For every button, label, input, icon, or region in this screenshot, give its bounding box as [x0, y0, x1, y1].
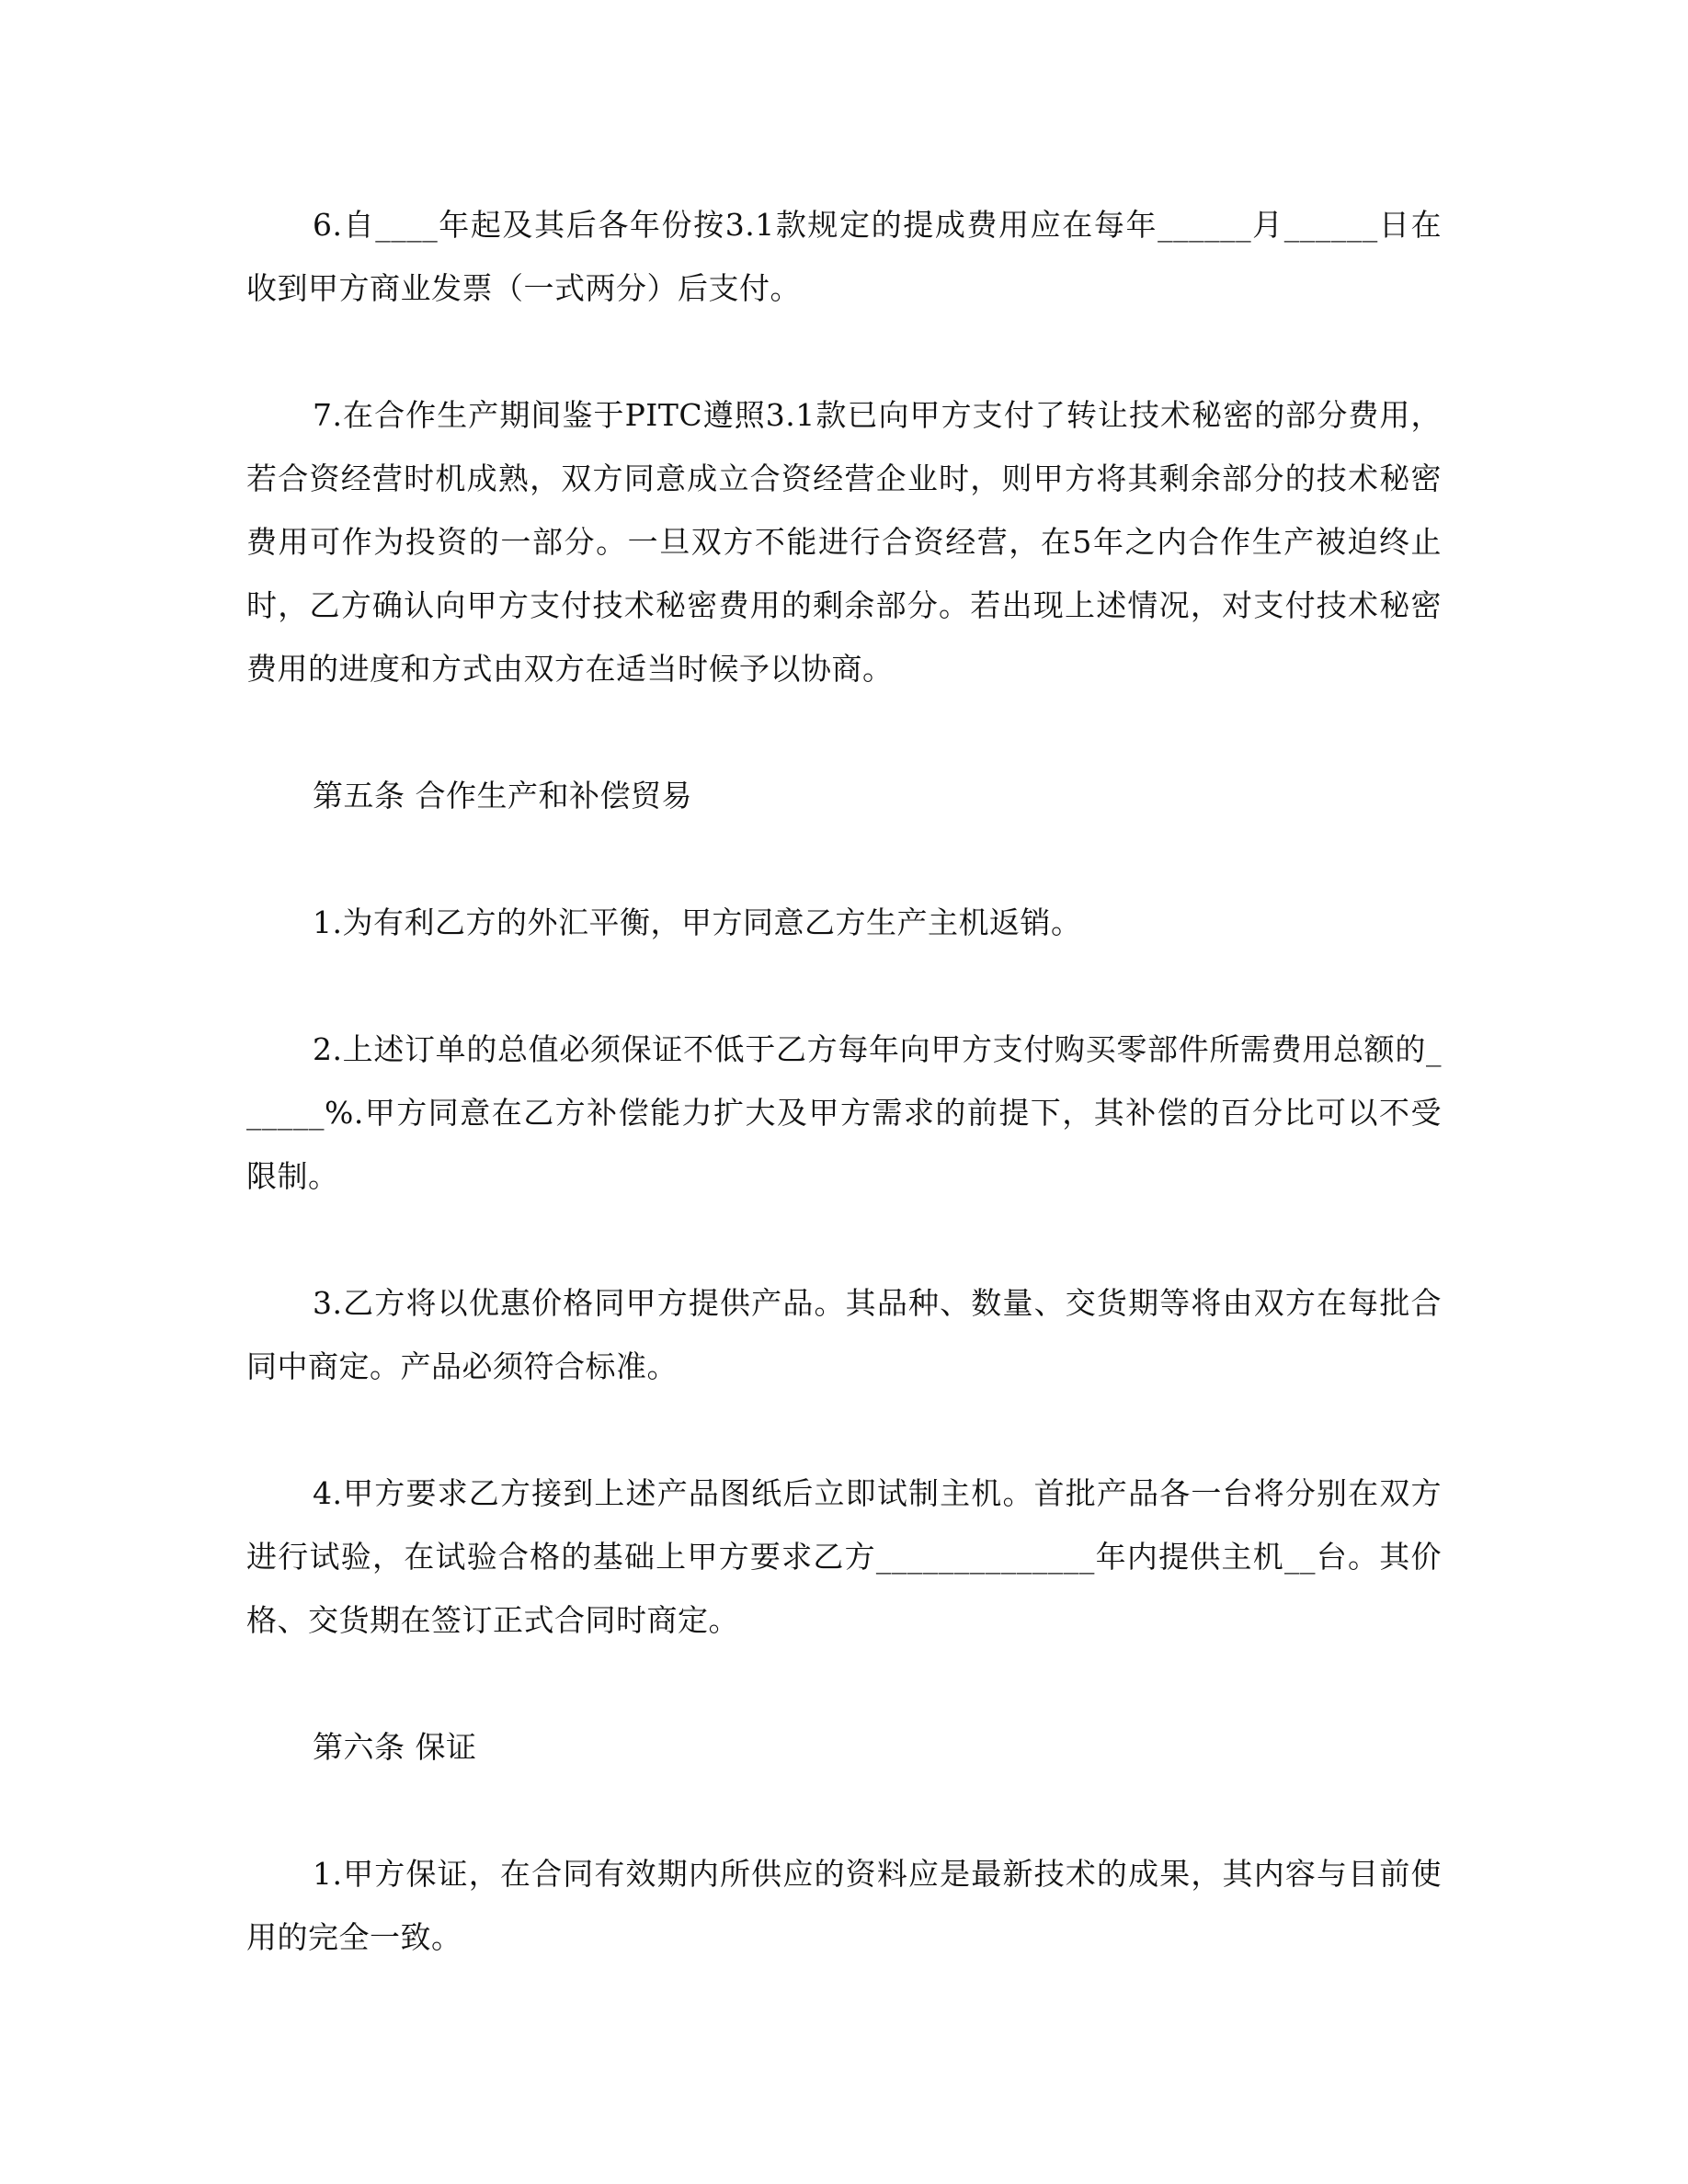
clause-6-payment-schedule: 6.自____年起及其后各年份按3.1款规定的提成费用应在每年______月______日在收到甲方商业发票（一式两分）后支付。 [246, 207, 1442, 306]
paragraph-spacer [246, 954, 1442, 1018]
article-6-heading: 第六条 保证 [313, 1729, 477, 1765]
paragraph-spacer [246, 700, 1442, 764]
paragraph-spacer [246, 1208, 1442, 1271]
paragraph-spacer [246, 1398, 1442, 1462]
article-5-clause-4: 4.甲方要求乙方接到上述产品图纸后立即试制主机。首批产品各一台将分别在双方进行试验，在试验合格的基础上甲方要求乙方______________年内提供主机__台。其价格、交货期在签订正式合同时商定。 [246, 1475, 1442, 1638]
paragraph-spacer [246, 320, 1442, 383]
paragraph-spacer [246, 1779, 1442, 1842]
paragraph-spacer [246, 1652, 1442, 1715]
article-5-clause-1: 1.为有利乙方的外汇平衡，甲方同意乙方生产主机返销。 [313, 904, 1082, 940]
paragraph-spacer [246, 827, 1442, 891]
article-5-clause-2: 2.上述订单的总值必须保证不低于乙方每年向甲方支付购买零部件所需费用总额的______%.甲方同意在乙方补偿能力扩大及甲方需求的前提下，其补偿的百分比可以不受限制。 [246, 1031, 1442, 1194]
article-5-heading: 第五条 合作生产和补偿贸易 [313, 778, 692, 813]
document-body [246, 193, 1442, 1969]
clause-7-technical-secret-fees: 7.在合作生产期间鉴于PITC遵照3.1款已向甲方支付了转让技术秘密的部分费用，若合资经营时机成熟，双方同意成立合资经营企业时，则甲方将其剩余部分的技术秘密费用可作为投资的一部分。一旦双方不能进行合资经营，在5年之内合作生产被迫终止时，乙方确认向甲方支付技术秘密费用的剩余部分。若出现上述情况，对支付技术秘密费用的进度和方式由双方在适当时候予以协商。 [246, 397, 1442, 687]
article-5-clause-3: 3.乙方将以优惠价格同甲方提供产品。其品种、数量、交货期等将由双方在每批合同中商定。产品必须符合标准。 [246, 1285, 1442, 1384]
article-6-clause-1: 1.甲方保证，在合同有效期内所供应的资料应是最新技术的成果，其内容与目前使用的完全一致。 [246, 1856, 1442, 1955]
